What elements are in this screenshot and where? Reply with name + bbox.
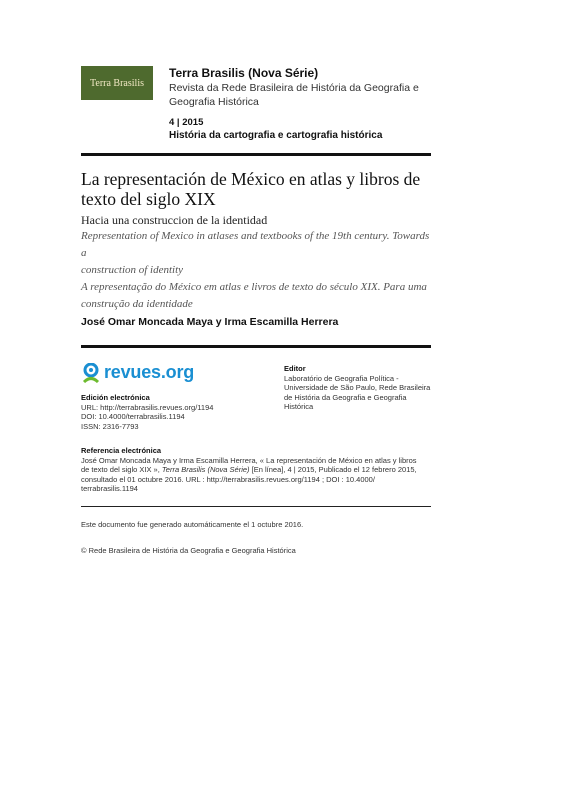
article-title (81, 169, 433, 209)
reference-line4: terrabrasilis.1194 (81, 484, 138, 493)
article-heading (81, 169, 433, 313)
alt-title-en-line1: Representation of Mexico in atlases and textbooks of the 19th century. Towards a (81, 230, 430, 259)
alt-title-pt (81, 279, 433, 313)
edition-url[interactable]: URL: http://terrabrasilis.revues.org/1194 (81, 402, 214, 412)
journal-logo-text: Terra Brasilis (89, 77, 144, 89)
revues-brand-text: revues.org (104, 362, 195, 382)
article-title-line2: texto del siglo XIX (81, 189, 216, 209)
top-divider (81, 153, 431, 156)
reference-line1: José Omar Moncada Maya y Irma Escamilla Herrera, « La representación de México en atlas y libros (81, 455, 417, 465)
copyright-note: © Rede Brasileira de História da Geografia e Geografia Histórica (81, 546, 296, 555)
issue-theme: História da cartografia e cartografia histórica (169, 130, 383, 141)
reference-line3: consultado el 01 octubre 2016. URL : http://terrabrasilis.revues.org/1194 ; DOI : 10.4000/ (81, 474, 375, 484)
editor-line4: Histórica (284, 402, 314, 411)
article-authors: José Omar Moncada Maya y Irma Escamilla Herrera (81, 316, 339, 328)
reference-line2-post: [En línea], 4 | 2015, Publicado el 12 febrero 2015, (249, 465, 417, 474)
edition-info (81, 393, 281, 431)
issue-number: 4 | 2015 (169, 117, 204, 128)
issue-info (169, 117, 469, 142)
edition-heading: Edición electrónica (81, 393, 150, 402)
journal-logo (81, 66, 153, 100)
alt-title-en (81, 228, 433, 279)
edition-issn: ISSN: 2316-7793 (81, 421, 139, 431)
editor-heading: Editor (284, 364, 306, 373)
editor-line3: de História da Geografia e Geografia (284, 392, 407, 402)
alt-title-en-line2: construction of identity (81, 264, 184, 276)
article-subtitle: Hacia una construccion de la identidad (81, 213, 268, 227)
journal-subtitle-line1: Revista da Rede Brasileira de História da Geografia e (169, 82, 419, 94)
editor-line2: Universidade de São Paulo, Rede Brasileira (284, 383, 431, 392)
reference-info (81, 446, 431, 494)
revues-logo[interactable] (81, 362, 194, 383)
reference-journal-name: Terra Brasilis (Nova Série) (161, 465, 250, 474)
reference-line2 (81, 465, 431, 475)
bottom-divider (81, 506, 431, 507)
reference-line2-pre: de texto del siglo XIX », (81, 465, 162, 474)
revues-person-icon (81, 363, 101, 383)
editor-info (284, 364, 434, 412)
journal-header (169, 66, 469, 109)
edition-doi[interactable]: DOI: 10.4000/terrabrasilis.1194 (81, 412, 185, 421)
generated-note: Este documento fue generado automáticamente el 1 octubre 2016. (81, 520, 304, 529)
middle-divider (81, 345, 431, 348)
reference-heading: Referencia electrónica (81, 446, 162, 455)
alt-title-pt-line1: A representação do México em atlas e livros de texto do século XIX. Para uma (81, 281, 427, 293)
article-title-line1: La representación de México en atlas y libros de (81, 169, 421, 189)
alt-title-pt-line2: construção da identidade (81, 298, 193, 310)
journal-subtitle-line2: Geografia Histórica (169, 96, 259, 108)
journal-title: Terra Brasilis (Nova Série) (169, 66, 319, 80)
editor-line1: Laboratório de Geografia Política - (284, 373, 399, 383)
